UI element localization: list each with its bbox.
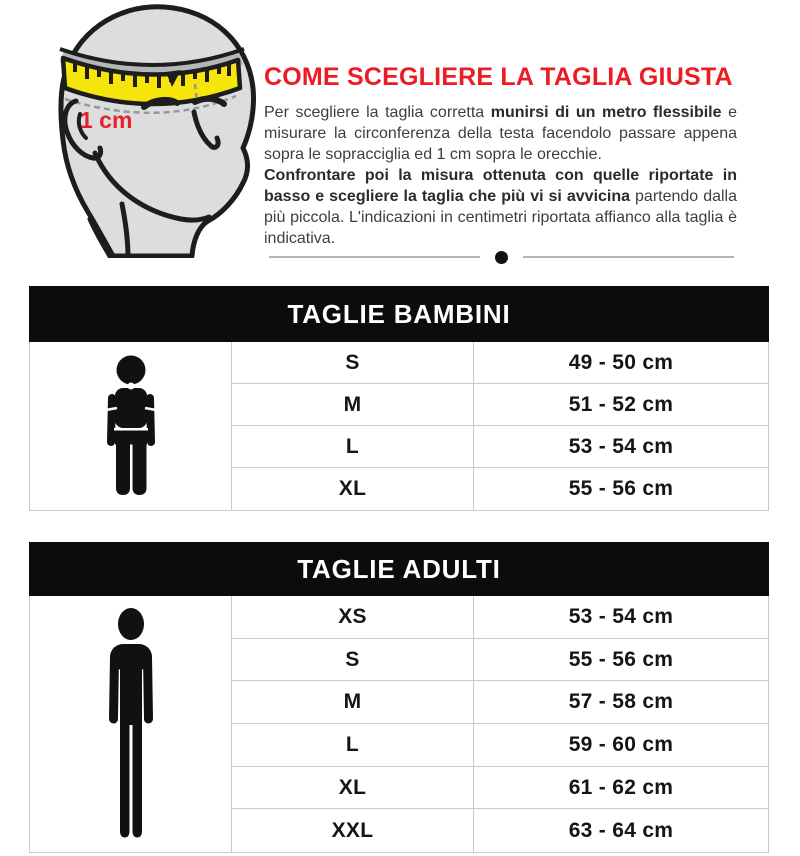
range-cell: 55 - 56 cm	[474, 639, 768, 682]
size-cell: L	[232, 426, 474, 468]
size-cell: XL	[232, 468, 474, 510]
divider-dot-icon	[495, 251, 508, 264]
range-cell: 49 - 50 cm	[474, 342, 768, 384]
range-cell: 55 - 56 cm	[568, 477, 674, 500]
head-measure-illustration	[18, 0, 258, 258]
range-cell: 51 - 52 cm	[474, 384, 768, 426]
one-cm-label: 1 cm	[80, 107, 133, 133]
adult-icon	[101, 607, 161, 841]
size-table-adults-body	[29, 596, 769, 853]
child-icon	[103, 354, 159, 499]
range-cell: 53 - 54 cm	[474, 426, 768, 468]
intro-paragraph-1: Per scegliere la taglia corretta munirsi di un metro flessibile e misurare la circonferenza della testa facendolo passare appena sopra le sopracciglia ed 1 cm sopra le orecchie.	[264, 104, 738, 163]
size-table-children-title: TAGLIE BAMBINI	[29, 286, 769, 342]
range-cell: 53 - 54 cm	[474, 596, 768, 639]
size-cell: S	[232, 342, 474, 384]
size-cell: XL	[232, 767, 474, 810]
section-divider	[269, 250, 734, 264]
size-table-adults	[29, 542, 769, 853]
child-icon-cell	[30, 342, 232, 510]
size-cell: S	[232, 639, 474, 682]
intro-paragraph-2: Confrontare poi la misura ottenuta con quelle riportate in basso e scegliere la taglia che più vi si avvicina partendo dalla più piccola. L'indicazioni in centimetri riportata affianco alla taglia è indicativa.	[264, 167, 737, 247]
size-cell: M	[232, 384, 474, 426]
size-cell: M	[232, 681, 474, 724]
intro-section	[264, 63, 737, 249]
size-table-children-body	[29, 342, 769, 511]
size-cell: L	[232, 724, 474, 767]
size-cell: XXL	[232, 809, 474, 852]
size-table-adults-title: TAGLIE ADULTI	[29, 542, 769, 596]
range-cell: 63 - 64 cm	[568, 818, 674, 842]
head-with-tape-icon	[18, 0, 258, 258]
range-cell: 57 - 58 cm	[474, 681, 768, 724]
range-cell: 59 - 60 cm	[474, 724, 768, 767]
adult-icon-cell	[30, 596, 232, 852]
size-table-children	[29, 286, 769, 511]
size-cell: XS	[232, 596, 474, 639]
range-cell: 61 - 62 cm	[474, 767, 768, 810]
page-title: COME SCEGLIERE LA TAGLIA GIUSTA	[264, 63, 733, 91]
